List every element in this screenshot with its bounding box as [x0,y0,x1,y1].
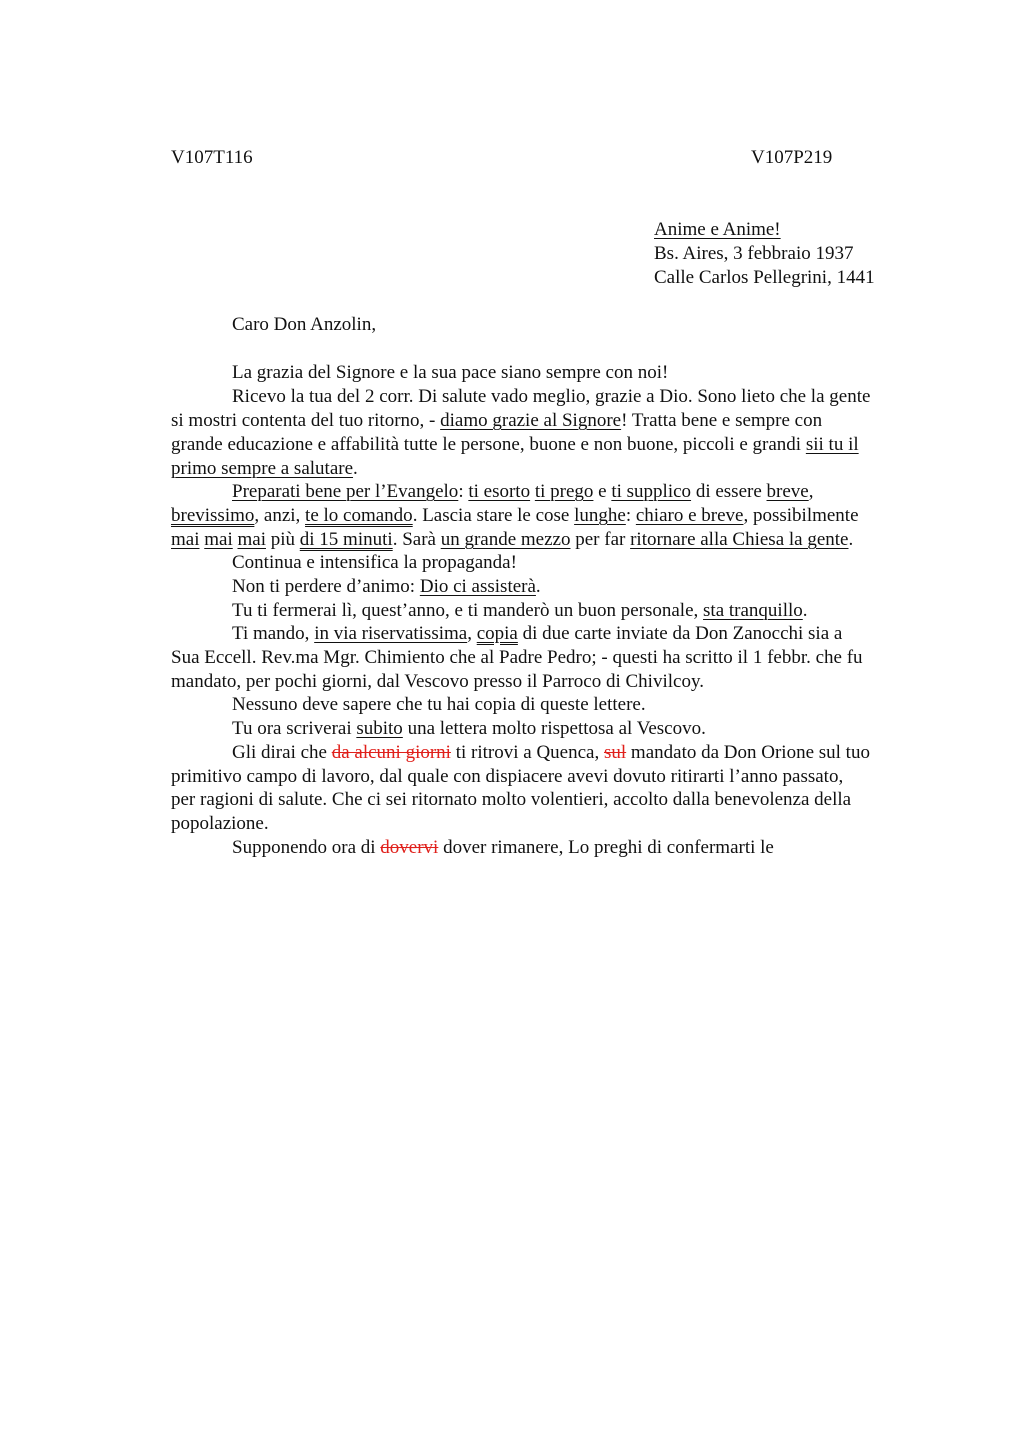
text-run: ! Tratta bene e sempre con [621,410,823,431]
body-line [232,693,646,717]
text-run: , possibilmente [743,505,859,526]
body-line [171,409,822,433]
text-run: Non ti perdere d’animo: [232,576,420,597]
text-run: Continua e intensifica la propaganda! [232,552,517,573]
text-run: : [458,481,469,502]
text-run: Sua Eccell. Rev.ma Mgr. Chimiento che al Padre Pedro; - questi ha scritto il 1 febbr. che fu [171,647,863,668]
underlined-text: mai [171,529,200,550]
deleted-text: da alcuni giorni [331,742,451,763]
underlined-text: in via riservatissima [314,623,468,644]
text-run: si mostri contenta del tuo ritorno, - [171,410,441,431]
text-run: di due carte inviate da Don Zanocchi sia a [517,623,843,644]
text-run: per ragioni di salute. Che ci sei ritornato molto volentieri, accolto dalla benevolenza della [171,789,852,810]
body-line [171,788,851,812]
body-line [171,504,859,528]
text-run: . [802,600,808,621]
underlined-text: breve [766,481,809,502]
underlined-text: sii tu il [805,434,859,455]
body-line [171,670,704,694]
underlined-text: te lo comando [305,505,413,526]
text-run: e [593,481,612,502]
underlined-text: lunghe [574,505,626,526]
text-run: : [625,505,636,526]
underlined-text: Dio ci assisterà [419,576,536,597]
underlined-text: ti supplico [611,481,692,502]
body-line [232,622,842,646]
body-line [232,599,808,623]
text-run: , [467,623,477,644]
body-line [232,717,706,741]
text-run: . [353,458,358,479]
underlined-text: brevissimo [171,505,255,526]
underlined-text: ti esorto [468,481,531,502]
underlined-text: ti prego [534,481,594,502]
text-run: grande educazione e affabilità tutte le persone, buone e non buone, piccoli e grandi [171,434,806,455]
underlined-text: mai [237,529,266,550]
body-line [232,480,813,504]
text-run: popolazione. [171,813,269,834]
text-run: per far [570,529,631,550]
deleted-text: sul [603,742,627,763]
body-line [232,551,517,575]
address: Calle Carlos Pellegrini, 1441 [654,267,875,288]
text-run: , [808,481,814,502]
text-run: una lettera molto rispettosa al Vescovo. [402,718,706,739]
text-run: . Sarà [392,529,441,550]
text-run: ti ritrovi a Quenca, [450,742,604,763]
body-line [171,528,853,552]
text-run: . [848,529,854,550]
body-line [232,741,870,765]
place-date: Bs. Aires, 3 febbraio 1937 [654,243,854,264]
underlined-text: subito [356,718,403,739]
motto: Anime e Anime! [654,219,781,240]
text-run: Supponendo ora di [232,837,381,858]
text-run: dover rimanere, Lo preghi di confermarti le [438,837,774,858]
underlined-text: diamo grazie al Signore [440,410,622,431]
text-run: . Lascia stare le cose [412,505,575,526]
text-run: di essere [691,481,767,502]
text-run: . [535,576,541,597]
body-line [171,765,843,789]
underlined-text: chiaro e breve [635,505,744,526]
text-run: , anzi, [254,505,306,526]
text-run: Tu ora scriverai [232,718,357,739]
underlined-text: ritornare alla Chiesa la gente [630,529,849,550]
underlined-text: primo sempre a salutare [171,458,354,479]
text-run: mandato, per pochi giorni, dal Vescovo presso il Parroco di Chivilcoy. [171,671,704,692]
underlined-text: un grande mezzo [440,529,571,550]
underlined-text: mai [204,529,233,550]
deleted-text: dovervi [380,837,439,858]
body-line [171,457,358,481]
underlined-text: copia [476,623,518,644]
text-run: più [266,529,300,550]
header-right-code: V107P219 [751,147,833,168]
salutation: Caro Don Anzolin, [232,314,377,335]
body-line [171,646,863,670]
body-line [232,361,668,385]
text-run: primitivo campo di lavoro, dal quale con dispiacere avevi dovuto ritirarti l’anno passato, [171,766,844,787]
underlined-text: sta tranquillo [703,600,803,621]
text-run: Tu ti fermerai lì, quest’anno, e ti manderò un buon personale, [232,600,704,621]
body-line [171,433,859,457]
text-run: Ricevo la tua del 2 corr. Di salute vado meglio, grazie a Dio. Sono lieto che la gente [232,386,871,407]
text-run: La grazia del Signore e la sua pace siano sempre con noi! [232,362,669,383]
text-run: Ti mando, [232,623,315,644]
text-run: Nessuno deve sapere che tu hai copia di queste lettere. [232,694,646,715]
body-line [232,385,870,409]
body-line [232,575,541,599]
body-line [232,836,774,860]
body-line [171,812,269,836]
text-run: Gli dirai che [232,742,332,763]
header-left-code: V107T116 [171,147,253,168]
underlined-text: di 15 minuti [299,529,393,550]
text-run: mandato da Don Orione sul tuo [626,742,870,763]
underlined-text: Preparati bene per l’Evangelo [232,481,459,502]
